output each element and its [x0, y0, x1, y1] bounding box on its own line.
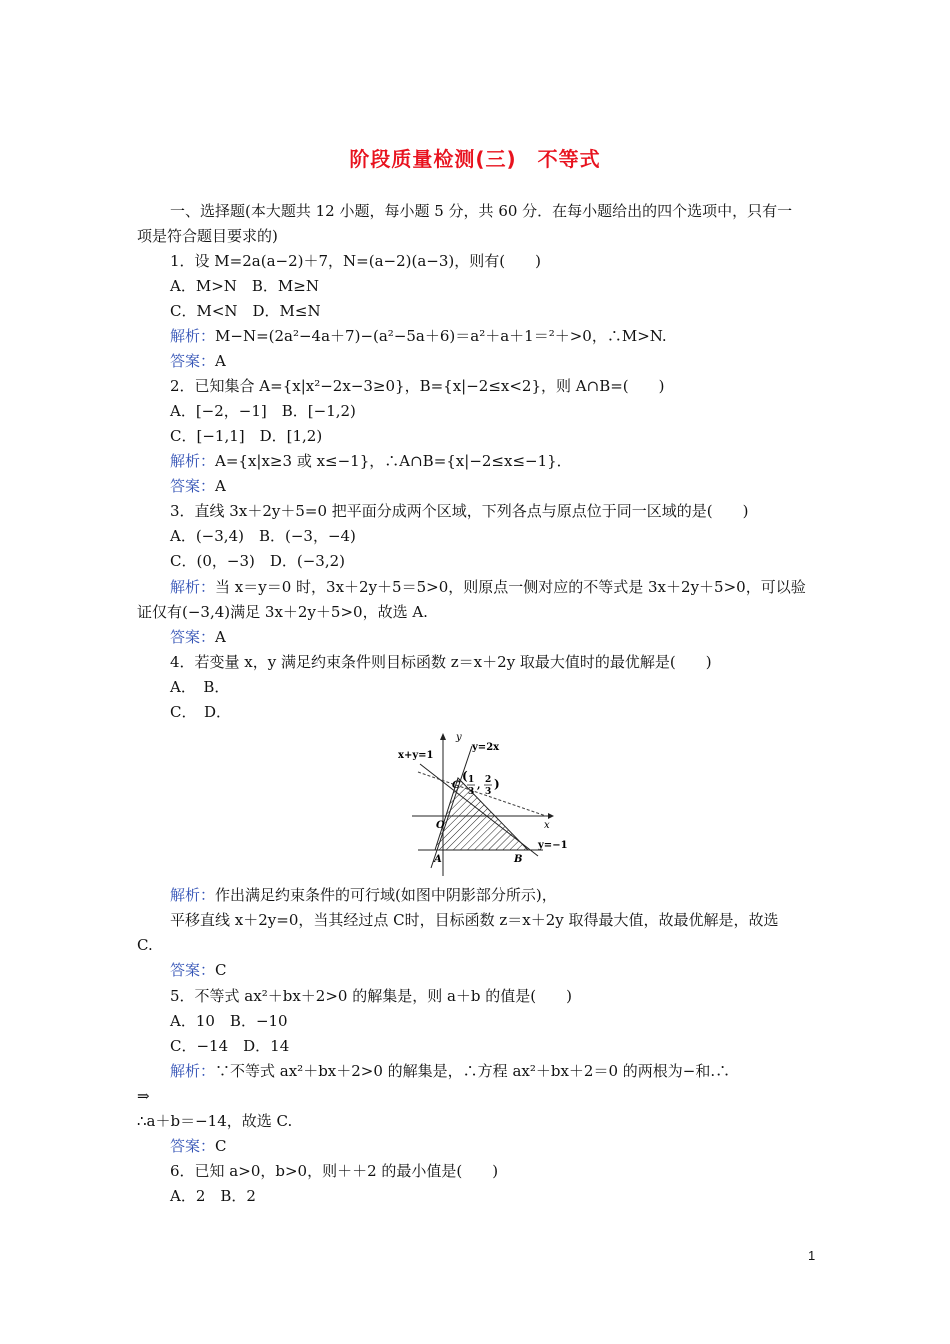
analysis-label: 解析：	[170, 886, 216, 904]
intro-line-2: 项是符合题目要求的)	[137, 227, 278, 245]
q2-stem: 2．已知集合 A={x|x²−2x−3≥0}，B={x|−2≤x<2}，则 A∩B=( )	[170, 377, 665, 395]
q3-analysis-cont: 证仅有(−3,4)满足 3x＋2y＋5>0，故选 A.	[137, 603, 428, 621]
q4-options-cd: C． D．	[170, 703, 232, 721]
q3-analysis	[170, 577, 806, 597]
q1-options-cd: C．M<N D．M≤N	[170, 302, 321, 320]
answer-text: A	[215, 628, 226, 646]
analysis-label: 解析：	[170, 578, 216, 596]
x-axis-arrow	[548, 813, 554, 819]
q4-analysis-cont-2: C.	[137, 936, 153, 954]
answer-text: C	[215, 961, 227, 979]
q2-analysis	[170, 451, 572, 471]
paren-close: )	[494, 777, 500, 791]
q5-options-cd: C．−14 D．14	[170, 1037, 290, 1055]
q5-analysis	[170, 1061, 730, 1081]
analysis-text: M−N=(2a²−4a＋7)−(a²−5a＋6)＝a²＋a＋1＝²＋>0，∴M>N.	[215, 327, 667, 345]
answer-label: 答案：	[170, 961, 216, 979]
q4-stem: 4．若变量 x，y 满足约束条件则目标函数 z＝x＋2y 取最大值时的最优解是( )	[170, 653, 712, 671]
q4-analysis-cont: 平移直线 x＋2y=0，当其经过点 C时，目标函数 z＝x＋2y 取得最大值，故最优解是，故选	[170, 911, 779, 929]
intro-line-1: 一、选择题(本大题共 12 小题，每小题 5 分，共 60 分．在每小题给出的四个选项中，只有一	[170, 202, 793, 220]
q4-options-ab: A． B．	[170, 678, 230, 696]
comma: ,	[477, 780, 481, 791]
q2-options-ab: A．[−2，−1] B．[−1,2)	[170, 402, 356, 420]
label-x-plus-y-1: x+y=1	[398, 750, 434, 761]
frac2-numerator: 2	[485, 775, 492, 785]
label-y-2x: y=2x	[472, 742, 500, 753]
q5-answer	[170, 1136, 227, 1156]
page-title: 阶段质量检测(三) 不等式	[349, 147, 601, 171]
answer-label: 答案：	[170, 628, 216, 646]
analysis-label: 解析：	[170, 1062, 216, 1080]
answer-text: A	[215, 352, 226, 370]
q3-stem: 3．直线 3x＋2y＋5=0 把平面分成两个区域，下列各点与原点位于同一区域的是( )	[170, 502, 749, 520]
q4-answer	[170, 960, 227, 980]
answer-text: A	[215, 477, 226, 495]
q1-options-ab: A．M>N B．M≥N	[170, 277, 319, 295]
answer-label: 答案：	[170, 477, 216, 495]
frac2-denominator: 3	[485, 787, 492, 797]
q1-stem: 1．设 M=2a(a−2)＋7，N=(a−2)(a−3)，则有( )	[170, 252, 541, 270]
q3-options-ab: A．(−3,4) B．(−3，−4)	[170, 527, 356, 545]
y-axis-arrow	[440, 733, 446, 740]
label-x-axis: x	[544, 820, 550, 831]
q2-answer	[170, 476, 226, 496]
q6-options-ab: A．2 B．2	[170, 1187, 256, 1205]
q5-analysis-cont-2: ∴a＋b＝−14，故选 C.	[137, 1112, 293, 1130]
page-number: 1	[808, 1248, 816, 1263]
q5-stem: 5．不等式 ax²＋bx＋2>0 的解集是，则 a＋b 的值是( )	[170, 987, 572, 1005]
q6-stem: 6．已知 a>0，b>0，则＋＋2 的最小值是( )	[170, 1162, 499, 1180]
analysis-text: ∵不等式 ax²＋bx＋2>0 的解集是，∴方程 ax²＋bx＋2＝0 的两根为−和.∴	[215, 1062, 731, 1080]
label-origin: O	[436, 820, 445, 831]
label-point-c: C	[452, 780, 460, 791]
label-point-a: A	[434, 854, 442, 865]
q5-analysis-cont: ⇒	[137, 1087, 150, 1105]
label-point-b: B	[514, 854, 523, 865]
label-y-axis: y	[456, 732, 462, 743]
paren-open: (	[462, 769, 468, 783]
q1-answer	[170, 351, 226, 371]
label-y-neg1: y=−1	[538, 840, 568, 851]
feasible-region-figure	[398, 728, 588, 878]
q3-answer	[170, 627, 226, 647]
analysis-text: A={x|x≥3 或 x≤−1}，∴A∩B={x|−2≤x≤−1}．	[215, 452, 572, 470]
analysis-text: 当 x＝y＝0 时，3x＋2y＋5＝5>0，则原点一侧对应的不等式是 3x＋2y＋5>0，可以验	[215, 578, 806, 596]
frac1-numerator: 1	[468, 775, 475, 785]
analysis-text: 作出满足约束条件的可行域(如图中阴影部分所示)，	[215, 886, 557, 904]
q1-analysis	[170, 326, 667, 346]
q5-options-ab: A．10 B．−10	[170, 1012, 288, 1030]
q4-analysis	[170, 885, 557, 905]
q2-options-cd: C．[−1,1] D．[1,2)	[170, 427, 323, 445]
analysis-label: 解析：	[170, 327, 216, 345]
answer-label: 答案：	[170, 352, 216, 370]
answer-label: 答案：	[170, 1137, 216, 1155]
answer-text: C	[215, 1137, 227, 1155]
analysis-label: 解析：	[170, 452, 216, 470]
q3-options-cd: C．(0，−3) D．(−3,2)	[170, 552, 345, 570]
frac1-denominator: 3	[468, 787, 475, 797]
